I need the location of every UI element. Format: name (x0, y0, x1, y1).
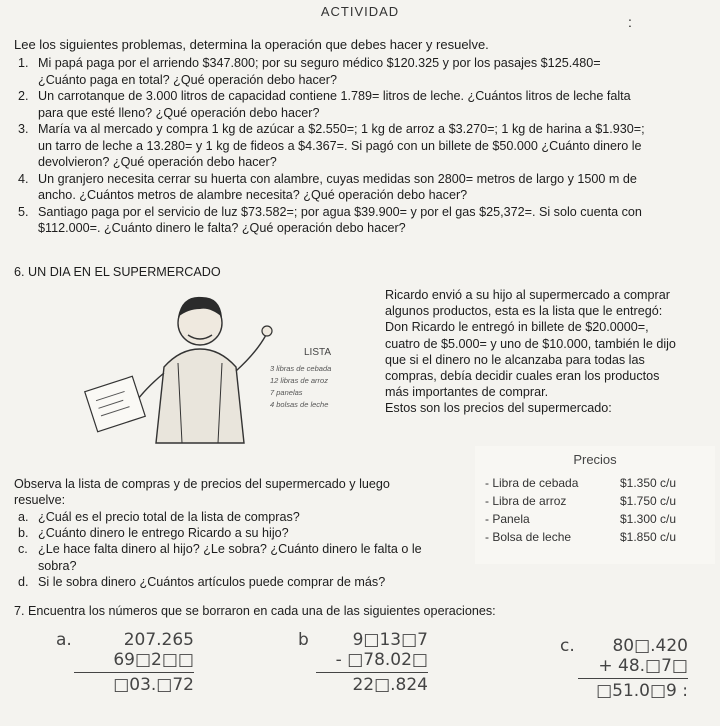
problem-number: 1. (18, 56, 29, 70)
operation-label: b (298, 630, 309, 650)
problem-4 (14, 171, 714, 204)
intro-instructions: Lee los siguientes problemas, determina la operación que debes hacer y resuelve. (14, 37, 489, 52)
ricardo-line: compras, debía decidir cuales eran los productos (385, 369, 660, 384)
question-letter: b. (18, 526, 29, 541)
price-table (475, 446, 715, 564)
question-7: 7. Encuentra los números que se borraron en cada una de las siguientes operaciones: (14, 604, 496, 618)
observa-line: resuelve: (14, 493, 66, 508)
stray-mark: : (628, 14, 632, 30)
problem-5 (14, 204, 714, 237)
operation-label: a. (56, 630, 72, 650)
problem-text: Santiago paga por el servicio de luz $73.582=; por agua $39.900= y por el gas $25,372=. Si solo cuenta con (38, 204, 642, 219)
question-letter: d. (18, 574, 29, 589)
prices-title: Precios (573, 452, 617, 467)
question-letter: a. (18, 510, 29, 524)
problem-text: Un granjero necesita cerrar su huerta con alambre, cuyas medidas son 2800= metros de largo y 1500 m de (38, 171, 637, 186)
problem-text: ¿Cuánto paga en total? ¿Qué operación debo hacer? (38, 72, 337, 87)
list-item-4: 4 bolsas de leche (270, 400, 329, 409)
activity-title: ACTIVIDAD (320, 4, 400, 19)
ricardo-line: Don Ricardo le entregó in billete de $20.0000=, (385, 320, 649, 335)
problem-2 (14, 88, 714, 121)
ricardo-line: algunos productos, esta es la lista que le entregó: (385, 304, 663, 319)
problem-text: María va al mercado y compra 1 kg de azúcar a $2.550=; 1 kg de arroz a $3.270=; 1 kg de harina a $1.930=; (38, 122, 645, 136)
problem-3 (14, 121, 714, 171)
price-value: $1.850 c/u (620, 530, 677, 544)
shopping-illustration (60, 283, 380, 449)
operation-line: 207.265 (123, 630, 194, 650)
question-text: Si le sobra dinero ¿Cuántos artículos puede comprar de más? (38, 574, 386, 589)
ricardo-paragraph (385, 287, 715, 417)
question-text: ¿Cuánto dinero le entrego Ricardo a su hijo? (38, 526, 289, 541)
operation-divider (578, 678, 688, 679)
paper-note (85, 376, 146, 431)
body-shape (156, 349, 244, 443)
problem-text: $112.000=. ¿Cuánto dinero le falta? ¿Qué operación debo hacer? (38, 221, 406, 235)
ricardo-line: Estos son los precios del supermercado: (385, 401, 612, 416)
question-text: ¿Cuál es el precio total de la lista de compras? (38, 510, 300, 524)
price-name: - Bolsa de leche (485, 530, 572, 544)
operation-divider (316, 672, 428, 673)
operation-b (298, 630, 428, 695)
ricardo-line: que si el dinero no le alcanzaba para todas las (385, 352, 645, 367)
question-a (14, 509, 484, 525)
problem-number: 3. (18, 122, 29, 136)
problem-number: 4. (18, 171, 29, 186)
list-item-3: 7 panelas (270, 388, 303, 397)
section-6-heading: 6. UN DIA EN EL SUPERMERCADO (14, 265, 221, 279)
problem-number: 2. (18, 89, 29, 103)
question-letter: c. (18, 542, 28, 557)
price-name: - Libra de cebada (485, 476, 579, 490)
problem-number: 5. (18, 204, 29, 219)
list-item-1: 3 libras de cebada (270, 364, 332, 373)
operation-line: 80□.420 (612, 636, 688, 656)
operation-line: 69□2□□ (113, 650, 194, 670)
price-value: $1.350 c/u (620, 476, 677, 490)
question-c (14, 541, 484, 573)
operation-result: □51.0□9 : (596, 681, 688, 701)
price-value: $1.750 c/u (620, 494, 677, 508)
operation-line: 9□13□7 (352, 630, 428, 650)
ricardo-line: Ricardo envió a su hijo al supermercado a comprar (385, 288, 670, 302)
question-b (14, 525, 484, 541)
problem-text: para que esté lleno? ¿Qué operación debo hacer? (38, 105, 320, 120)
ricardo-line: más importantes de comprar. (385, 385, 549, 400)
question-d (14, 574, 484, 590)
price-name: - Libra de arroz (485, 494, 567, 508)
observa-instructions (14, 476, 469, 508)
problem-text: un tarro de leche a 13.280= y 1 kg de fideos a $4.367=. Si pagó con un billete de $50.000 ¿Cuánto dinero le (38, 138, 642, 153)
operation-result: 22□.824 (352, 675, 428, 695)
question-list (14, 509, 484, 590)
operation-c (560, 636, 688, 701)
question-text: sobra? (38, 558, 77, 573)
price-name: - Panela (485, 512, 530, 526)
observa-line: Observa la lista de compras y de precios del supermercado y luego (14, 477, 390, 491)
price-value: $1.300 c/u (620, 512, 677, 526)
problem-list (14, 55, 714, 237)
operation-result: □03.□72 (113, 675, 194, 695)
problem-text: ancho. ¿Cuántos metros de alambre necesita? ¿Qué operación debo hacer? (38, 188, 468, 202)
operation-divider (74, 672, 194, 673)
problem-text: Un carrotanque de 3.000 litros de capacidad contiene 1.789= litros de leche. ¿Cuántos litros de leche falta (38, 89, 631, 103)
operation-label: c. (560, 636, 575, 656)
operation-line: + 48.□7□ (598, 656, 688, 676)
list-title: LISTA (304, 347, 332, 358)
ricardo-line: cuatro de $5.000= y uno de $10.000, también le dijo (385, 336, 676, 351)
operation-line: - □78.02□ (335, 650, 428, 670)
operation-a (56, 630, 194, 695)
problem-text: Mi papá paga por el arriendo $347.800; por su seguro médico $120.325 y por los pasajes $125.480= (38, 56, 601, 70)
problem-text: devolvieron? ¿Qué operación debo hacer? (38, 155, 277, 169)
list-item-2: 12 libras de arroz (270, 376, 328, 385)
question-text: ¿Le hace falta dinero al hijo? ¿Le sobra? ¿Cuánto dinero le falta o le (38, 542, 422, 557)
problem-1 (14, 55, 714, 88)
